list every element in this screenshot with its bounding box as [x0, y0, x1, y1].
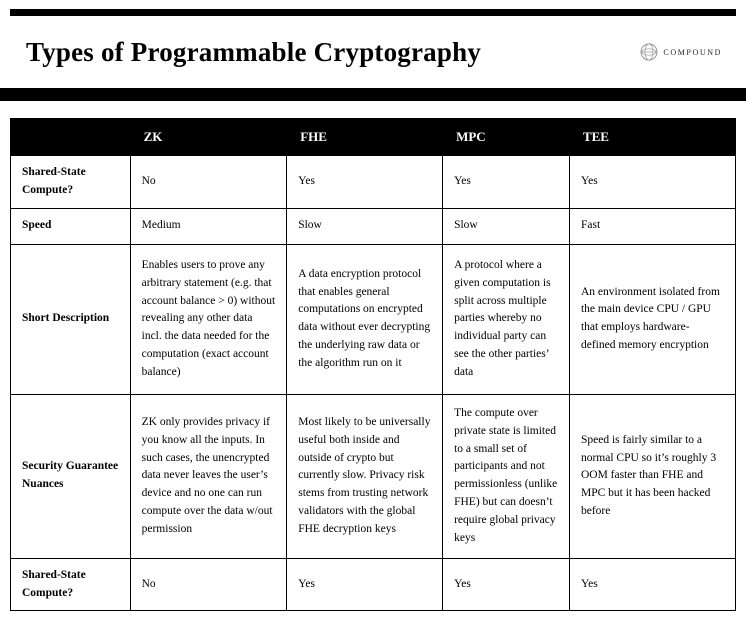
table-row-shared-state-1 — [11, 156, 736, 209]
table-cell: No — [130, 156, 287, 209]
column-header-fhe: FHE — [287, 119, 443, 156]
table-cell: An environment isolated from the main device CPU / GPU that employs hardware-defined memory encryption — [569, 244, 735, 394]
table-cell: Slow — [287, 208, 443, 244]
table-cell: Yes — [569, 558, 735, 611]
logo-text: COMPOUND — [663, 47, 722, 57]
table-cell: Speed is fairly similar to a normal CPU so it’s roughly 3 OOM faster than FHE and MPC but it has been hacked before — [569, 394, 735, 558]
table-cell: Fast — [569, 208, 735, 244]
globe-icon — [640, 43, 658, 61]
table-cell: Yes — [287, 156, 443, 209]
table-row-security-guarantee-nuances — [11, 394, 736, 558]
column-header-tee: TEE — [569, 119, 735, 156]
corner-cell — [11, 119, 131, 156]
header-divider-bar — [0, 88, 746, 101]
table-cell: Yes — [287, 558, 443, 611]
column-header-mpc: MPC — [443, 119, 570, 156]
table-cell: The compute over private state is limited to a small set of participants and not permissionless (unlike FHE) but can doesn’t require global privacy keys — [443, 394, 570, 558]
table-cell: Yes — [443, 558, 570, 611]
row-label: Shared-State Compute? — [11, 558, 131, 611]
table-row-speed — [11, 208, 736, 244]
table-cell: A data encryption protocol that enables general computations on encrypted data without ever decrypting the underlying raw data or the algorithm run on it — [287, 244, 443, 394]
column-header-zk: ZK — [130, 119, 287, 156]
top-accent-bar — [10, 9, 736, 16]
table-row-shared-state-2 — [11, 558, 736, 611]
table-cell: Medium — [130, 208, 287, 244]
row-label: Speed — [11, 208, 131, 244]
table-header-row — [11, 119, 736, 156]
table-cell: Enables users to prove any arbitrary statement (e.g. that account balance > 0) without revealing any other data incl. the data needed for the computation (exact account balance) — [130, 244, 287, 394]
row-label: Shared-State Compute? — [11, 156, 131, 209]
row-label: Security Guarantee Nuances — [11, 394, 131, 558]
row-label: Short Description — [11, 244, 131, 394]
table-cell: ZK only provides privacy if you know all the inputs. In such cases, the unencrypted data never leaves the user’s device and no one can run compute over the data w/out permission — [130, 394, 287, 558]
page-title: Types of Programmable Cryptography — [26, 36, 482, 67]
table-cell: Yes — [443, 156, 570, 209]
table-cell: Most likely to be universally useful both inside and outside of crypto but currently slow. Privacy risk stems from trusting network validators with the global FHE decryption keys — [287, 394, 443, 558]
comparison-table — [10, 118, 736, 611]
comparison-table-wrap — [10, 118, 736, 611]
compound-logo — [640, 43, 722, 61]
table-cell: No — [130, 558, 287, 611]
table-cell: A protocol where a given computation is split across multiple parties whereby no individual party can see the other parties’ data — [443, 244, 570, 394]
table-cell: Slow — [443, 208, 570, 244]
table-row-short-description — [11, 244, 736, 394]
table-cell: Yes — [569, 156, 735, 209]
header — [10, 16, 736, 88]
